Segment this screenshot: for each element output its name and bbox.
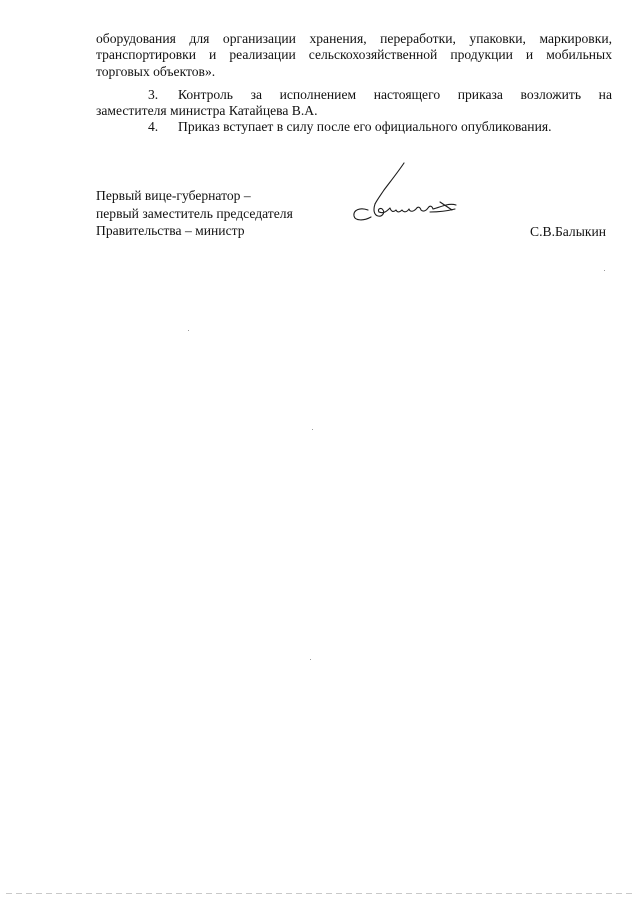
list-item-number: 4.	[148, 119, 159, 134]
text-line: транспортировки и реализации сельскохозяйственной продукции и мобильных	[96, 47, 612, 63]
signatory-title-line: Первый вице-губернатор –	[96, 188, 251, 203]
paragraph-continuation	[96, 31, 612, 80]
list-item-4	[96, 119, 612, 135]
list-item-text: Контроль за исполнением настоящего приказа возложить на	[178, 87, 612, 102]
text-line: оборудования для организации хранения, переработки, упаковки, маркировки,	[96, 31, 612, 46]
scan-speck	[310, 659, 311, 660]
signer-name: С.В.Балыкин	[530, 224, 606, 239]
list-item-continuation: заместителя министра Катайцева В.А.	[96, 103, 318, 119]
handwritten-signature	[346, 160, 464, 230]
list-item-text: Приказ вступает в силу после его официального опубликования.	[178, 119, 552, 134]
list-item-3	[96, 87, 612, 120]
list-item-first-line	[96, 87, 612, 103]
scan-speck	[188, 330, 189, 331]
scan-speck	[312, 429, 313, 430]
signatory-title	[96, 187, 293, 240]
signatory-title-line: первый заместитель председателя	[96, 205, 293, 221]
scan-speck	[604, 270, 605, 271]
scan-edge-line	[6, 893, 633, 894]
list-item-first-line	[96, 119, 612, 135]
list-item-number: 3.	[148, 87, 159, 102]
text-line: торговых объектов».	[96, 63, 216, 79]
signatory-title-line: Правительства – министр	[96, 223, 245, 238]
